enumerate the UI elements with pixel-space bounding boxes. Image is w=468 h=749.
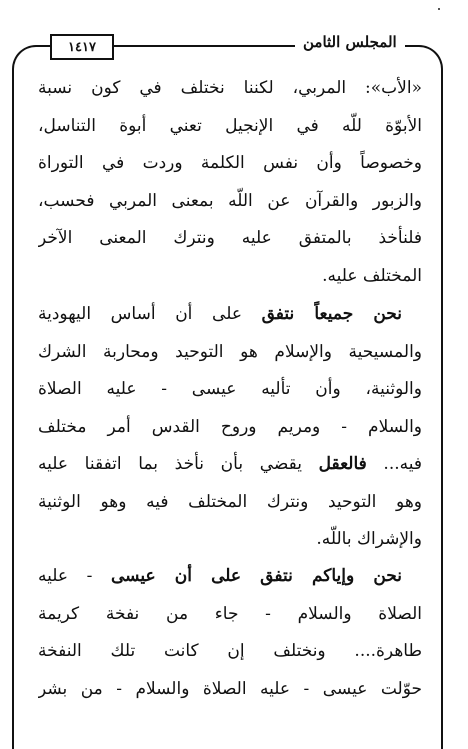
paragraph-1 [38,70,422,295]
bold-phrase: فالعقل [318,454,367,474]
paragraph-2 [38,296,422,559]
text-line: المختلف عليه. [322,265,422,286]
page-number: ١٤١٧ [50,34,114,60]
text-line: حوّلت عيسى - عليه الصلاة والسلام - من بشر [38,678,422,699]
text-line: وخصوصاً وأن نفس الكلمة وردت في التوراة [38,153,422,173]
text-line: نحن جميعاً نتفق على أن أساس اليهودية [38,304,402,324]
text-line: الأبوّة للّه في الإنجيل تعني أبوة التناسل، [38,115,422,136]
text-line: والإشراك باللّه. [316,529,422,549]
chapter-title: المجلس الثامن [295,33,405,51]
text-line: الصلاة والسلام - جاء من نفخة كريمة [38,603,422,624]
text-line: وهو التوحيد ونترك المختلف فيه وهو الوثنية [38,491,422,512]
text-line: «الأب»: المربي، لكننا نختلف في كون نسبة [38,78,422,98]
bold-phrase: نحن وإياكم نتفق على أن عيسى [111,566,402,586]
text-line: والزبور والقرآن عن اللّه بمعنى المربي فحسب، [38,190,422,211]
text-line: والوثنية، وأن تأليه عيسى - عليه الصلاة [38,379,422,399]
paragraph-3 [38,558,422,708]
text-line: نحن وإياكم نتفق على أن عيسى - عليه [38,566,402,586]
text-line: والمسيحية والإسلام هو التوحيد ومحاربة الشرك [38,341,422,362]
text-line: فيه... فالعقل يقضي بأن نأخذ بما اتفقنا عليه [38,454,422,474]
bold-phrase: نحن جميعاً نتفق [261,304,402,324]
text-line: والسلام - ومريم وروح القدس أمر مختلف [38,416,422,437]
scan-speck [438,8,440,10]
text-line: طاهرة.... ونختلف إن كانت تلك النفخة [38,641,422,661]
text-line: فلنأخذ بالمتفق عليه ونترك المعنى الآخر [38,228,422,248]
